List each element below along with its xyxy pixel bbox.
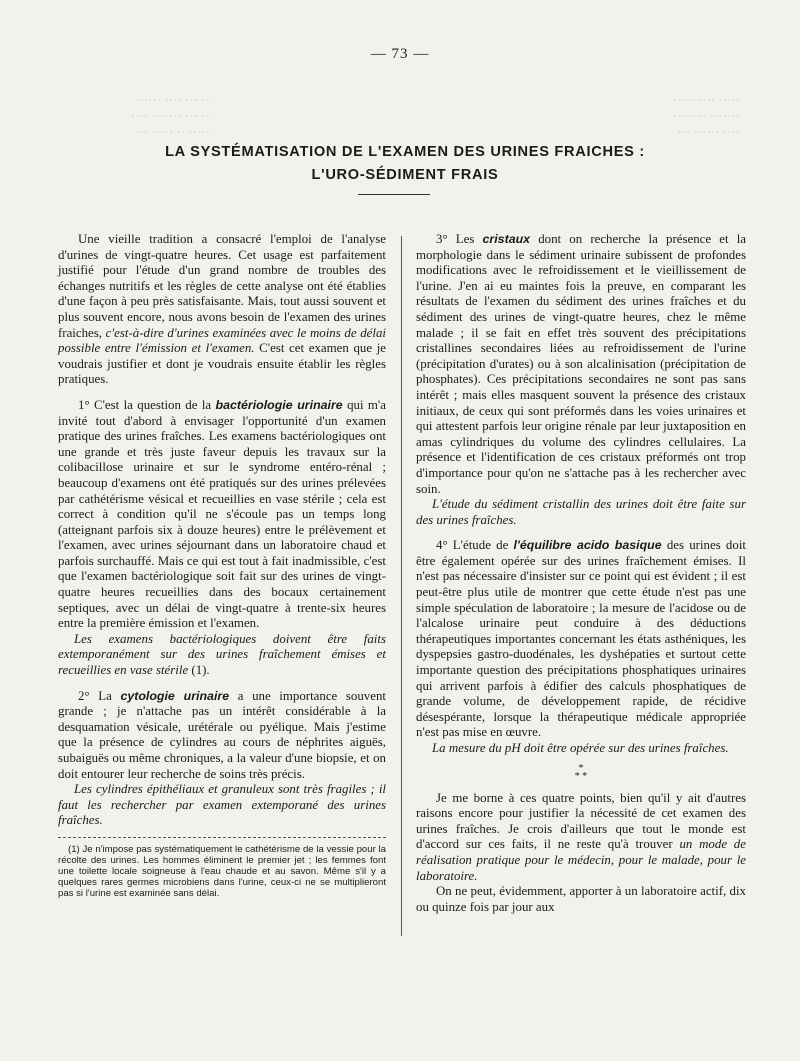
column-divider	[401, 236, 402, 936]
footnote-rule	[58, 837, 386, 838]
left-column	[58, 232, 386, 899]
p3-lead: 3° Les	[436, 232, 475, 246]
footnote-reference: (1).	[191, 663, 210, 678]
p5-body: Je me borne à ces quatre points, bien qu'il y ait d'autres raisons encore pour justifier la nécessité de cet examen des urines fraîches. Je crois d'ailleurs que tout le monde est d'accord sur ces faits, il ne reste qu'à trouver	[416, 790, 746, 852]
intro-text: Une vieille tradition a consacré l'emploi de l'analyse d'urines de vingt-quatre heures. Cet usage est parfaitement justifié pour l'étude d'un grand nombre de troubles des échanges nutritifs et les règles de cette analyse ont été établies d'une façon à peu près satisfaisante. Mais, tout aussi souvent et plus souvent encore, nous avons besoin de l'examen des urines fraiches,	[58, 232, 386, 340]
paragraph-final: On ne peut, évidemment, apporter à un laboratoire actif, dix ou quinze fois par jour aux	[416, 884, 746, 914]
note-crystals: L'étude du sédiment cristallin des urines doit être faite sur des urines fraîches.	[416, 497, 746, 527]
show-through-text-left: ·· ··· ···· ······ ·· ··· ······· ···· ····· ·· ····· ···	[130, 92, 210, 139]
page-number: — 73 —	[370, 46, 430, 62]
p5-italic-text: un mode de réalisation pratique pour le médecin, pour le malade, pour le laboratoire.	[416, 837, 746, 883]
intro-paragraph	[58, 232, 386, 388]
title-rule	[358, 194, 430, 195]
title-line-2: L'URO-SÉDIMENT FRAIS	[311, 167, 499, 183]
title-line-1: LA SYSTÉMATISATION DE L'EXAMEN DES URINES FRAICHES :	[165, 144, 645, 160]
footnote: (1) Je n'impose pas systématiquement le cathétérisme de la vessie pour la récolte des urines. Les hommes éliminent le premier jet ; les femmes font une toilette locale soigneuse à l'eau chaude et au savon. Même s'il y a quelques rares germes microbiens dans l'urine, ceux-ci ne se multiplieront pas si l'urine est examinée sans délai.	[58, 843, 386, 899]
p2-lead: 2° La	[78, 688, 112, 703]
keyword-bacteriologie: bactériologie urinaire	[215, 397, 343, 412]
right-column	[416, 232, 746, 915]
p1-body: qui m'a invité tout d'abord à envisager l'opportunité d'un examen pratique des urines fraîches. Les examens bactériologiques ont une grande et très juste faveur depuis les travaux sur la colibacillose urinaire et sur le syndrome entéro-rénal ; beaucoup d'examens ont été pratiqués sur des urines prélevées par cathétérisme vésical et recueillies en vase stérile ; cela est correct à condition qu'il ne s'écoule pas un temps long (atteignant parfois six à douze heures) entre le prélèvement et l'examen, avec urines séjournant dans un laboratoire chaud et parfois surchauffé. Mais ce qui est tout à fait inadmissible, c'est que l'examen bactériologique soit fait sur des urines de vingt-quatre heures recueillies dans des bocaux certainement septiques, avec un délai de vingt-quatre à trente-six heures entre la première émission et l'examen.	[58, 397, 386, 631]
show-through-text-right: ····· ···· ····· ······· ·· ····· ···· ······ ···	[672, 92, 740, 139]
intro-text-end: C'est cet examen que je voudrais justifier et dont je voudrais ensuite établir les règles pratiques.	[58, 341, 386, 387]
note-bacteriology	[58, 632, 386, 679]
p3-body: dont on recherche la présence et la morphologie dans le sédiment urinaire subissent de profondes modifications avec le refroidissement et le vieillissement de l'urine. J'en ai eu maintes fois la preuve, en comparant les résultats de l'examen du sédiment des urines fraîches et du sédiment des urines de vingt-quatre heures, chez le même malade ; il se fait en effet très souvent des précipitations cristallines secondaires liées au refroidissement de l'urine (précipitation d'urates) ou à son alcalinisation (précipitation de phosphates). Ces précipitations secondaires ne sont pas sans intérêt ; mais elles masquent souvent la présence des cristaux initiaux, de ceux qui sont préformés dans les voies urinaires et qui attestent parfois leur origine rénale par leur juxtaposition en amas cylindriques du volume des cylindres cellulaires. La présence et l'identification de ces cristaux préformés ont trop d'importance pour qu'on ne s'attache pas à les rechercher avec soin.	[416, 232, 746, 496]
keyword-cytologie: cytologie urinaire	[120, 688, 230, 703]
paragraph-bacteriology	[58, 398, 386, 632]
paragraph-cytology	[58, 689, 386, 783]
paragraph-conclusion	[416, 791, 746, 885]
keyword-equilibre: l'équilibre acido basique	[513, 538, 662, 553]
p1-note: Les examens bactériologiques doivent être faits extemporanément sur des urines fraîchement émises et recueillies en vase stérile	[58, 631, 386, 678]
p2-body: a une importance souvent grande ; je n'attache pas un intérêt considérable à la desquamation vésicale, urétérale ou pyélique. Mais j'estime que la présence de cylindres au cours de néphrites aiguës, subaiguës ou même chroniques, a la valeur d'une biopsie, et on doit entourer leur recherche de soins très précis.	[58, 688, 386, 781]
p1-lead: 1° C'est la question de la	[78, 397, 212, 412]
section-separator: * * *	[574, 762, 588, 782]
p4-lead: 4° L'étude de	[436, 538, 509, 553]
intro-italic-text: c'est-à-dire d'urines examinées avec le moins de délai possible entre l'émission et l'examen.	[58, 325, 386, 356]
note-cytology: Les cylindres épithéliaux et granuleux sont très fragiles ; il faut les rechercher par examen extemporané des urines fraîches.	[58, 782, 386, 828]
keyword-cristaux: cristaux	[482, 232, 531, 246]
article-title	[80, 141, 730, 187]
p4-body: des urines doit être également opérée sur des urines fraîchement émises. Il n'est pas nécessaire d'insister sur ce point qui est évident ; il est peut-être plus utile de montrer que cette étude n'est pas une simple spéculation de laboratoire ; la mesure de l'acidose ou de l'alcalose urinaire peut conduire à des déductions thérapeutiques importantes concernant les états asthéniques, les dyspepsies gastro-duodénales, les dyshépaties et surtout cette importante question des précipitations phosphatiques urinaires qui arrivent parfois à édifier des calculs phosphatiques de grande volume, de développement rapide, de récidive désespérante, lorsque la thérapeutique médicale appropriée n'est pas mise en œuvre.	[416, 538, 746, 740]
note-acid-base: La mesure du pH doit être opérée sur des urines fraîches.	[432, 741, 729, 755]
paragraph-acid-base	[416, 538, 746, 741]
paragraph-crystals	[416, 232, 746, 497]
